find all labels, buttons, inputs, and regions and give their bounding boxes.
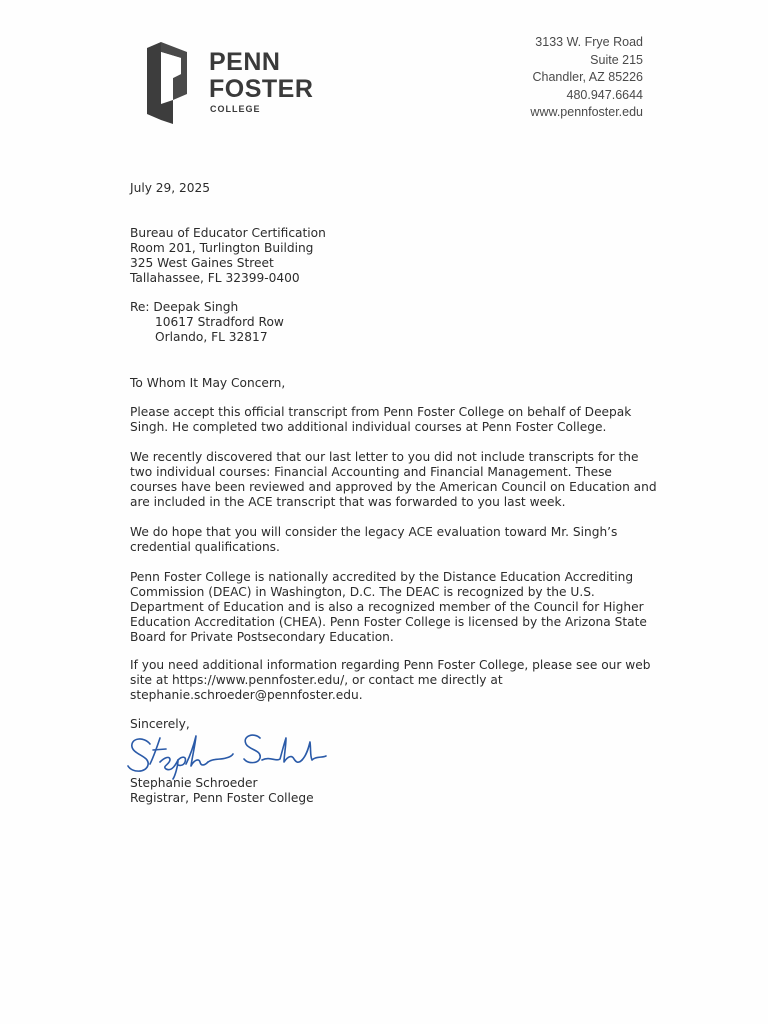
address-phone: 480.947.6644 [566,87,643,102]
signer-block [130,776,314,806]
letter-date: July 29, 2025 [130,181,211,195]
paragraph-5 [130,658,650,703]
paragraph-line: Education Accreditation (CHEA). Penn Foster College is licensed by the Arizona State [130,615,647,629]
re-block [130,300,284,345]
letterhead-address [530,34,643,122]
recipient-block [130,226,326,286]
paragraph-line: We do hope that you will consider the legacy ACE evaluation toward Mr. Singh’s [130,525,618,539]
paragraph-line: site at https://www.pennfoster.edu/, or contact me directly at [130,673,503,687]
paragraph-1 [130,405,631,435]
recipient-line: Tallahassee, FL 32399-0400 [130,271,300,285]
paragraph-line: Commission (DEAC) in Washington, D.C. The DEAC is recognized by the U.S. [130,585,595,599]
re-label: Re: Deepak Singh [130,300,239,314]
penn-foster-logo-mark-icon [147,38,195,124]
signer-title: Registrar, Penn Foster College [130,791,314,805]
signer-name: Stephanie Schroeder [130,776,258,790]
paragraph-line: Penn Foster College is nationally accredited by the Distance Education Accrediting [130,570,634,584]
paragraph-line: Please accept this official transcript from Penn Foster College on behalf of Deepak [130,405,632,419]
closing: Sincerely, [130,717,190,731]
paragraph-line: are included in the ACE transcript that was forwarded to you last week. [130,495,566,509]
recipient-line: 325 West Gaines Street [130,256,274,270]
paragraph-line: If you need additional information regarding Penn Foster College, please see our web [130,658,651,672]
paragraph-line: stephanie.schroeder@pennfoster.edu. [130,688,363,702]
penn-foster-logo [147,38,347,128]
logo-wordmark-foster: FOSTER [209,75,314,103]
salutation: To Whom It May Concern, [130,376,286,390]
recipient-line: Room 201, Turlington Building [130,241,314,255]
paragraph-line: courses have been reviewed and approved by the American Council on Education and [130,480,657,494]
paragraph-3 [130,525,617,555]
handwritten-signature [120,722,335,780]
paragraph-line: Board for Private Postsecondary Education. [130,630,394,644]
paragraph-line: We recently discovered that our last letter to you did not include transcripts for the [130,450,639,464]
paragraph-line: Singh. He completed two additional individual courses at Penn Foster College. [130,420,607,434]
paragraph-line: Department of Education and is also a recognized member of the Council for Higher [130,600,644,614]
logo-wordmark-college: COLLEGE [210,104,261,114]
address-suite: Suite 215 [590,52,643,67]
paragraph-2 [130,450,657,510]
re-address-line: 10617 Stradford Row [155,315,284,329]
address-website: www.pennfoster.edu [530,105,643,119]
paragraph-4 [130,570,647,645]
recipient-line: Bureau of Educator Certification [130,226,326,240]
address-city: Chandler, AZ 85226 [532,70,643,84]
address-street: 3133 W. Frye Road [535,35,643,49]
logo-wordmark-penn: PENN [209,48,281,76]
paragraph-line: credential qualifications. [130,540,280,554]
paragraph-line: two individual courses: Financial Accounting and Financial Management. These [130,465,612,479]
re-address-line: Orlando, FL 32817 [155,330,268,344]
